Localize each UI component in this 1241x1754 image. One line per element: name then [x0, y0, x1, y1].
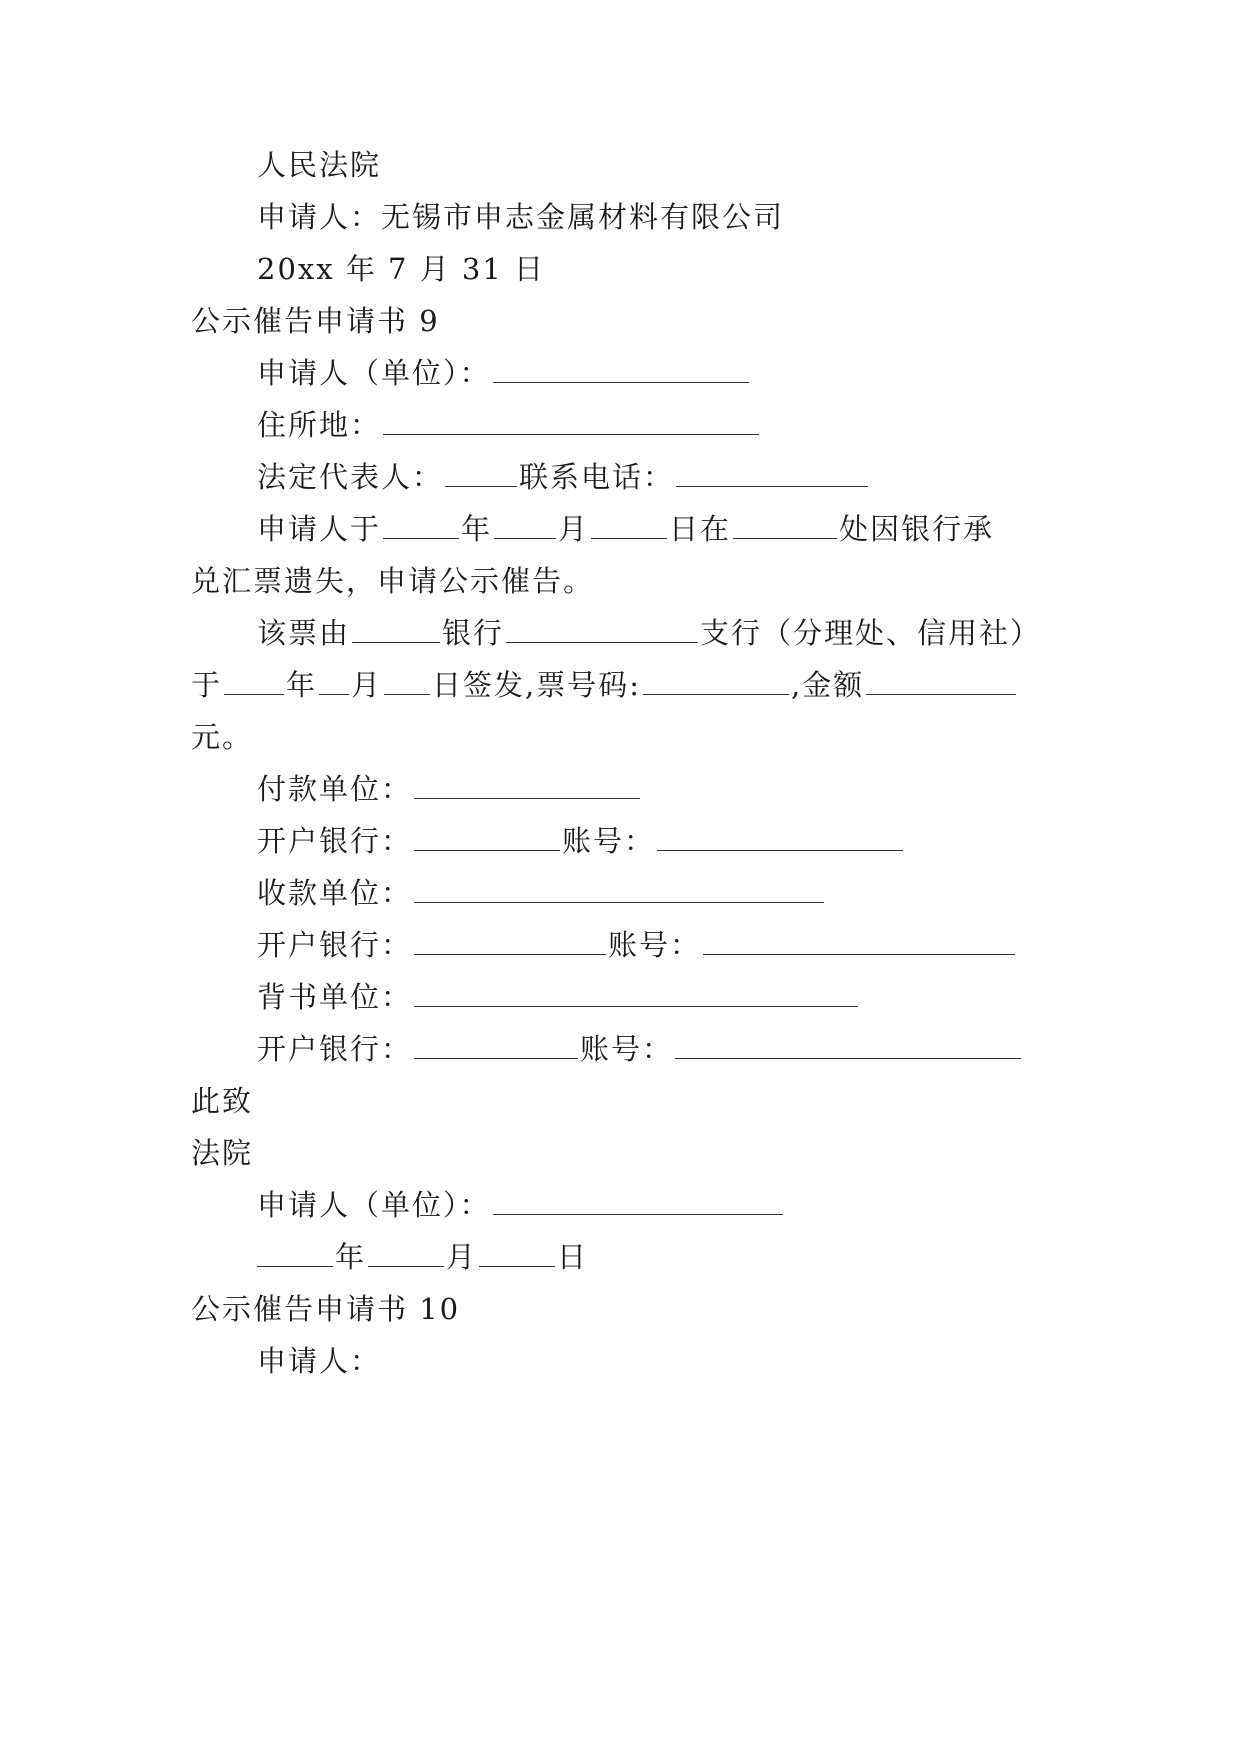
sign-date-line — [257, 1235, 588, 1279]
section-10-title-text: 公示催告申请书 10 — [191, 1292, 461, 1326]
legal-rep-line — [257, 455, 870, 499]
sign-month: 月 — [446, 1240, 478, 1274]
sign-day: 日 — [557, 1240, 589, 1274]
payer-account-label: 账号： — [562, 824, 656, 858]
endorser-bank-label: 开户银行： — [257, 1032, 413, 1066]
sign-applicant-line — [257, 1183, 785, 1227]
phone-blank — [676, 485, 868, 487]
paragraph-1-line-1 — [257, 507, 994, 551]
residence-line — [257, 403, 761, 447]
para2-yuan: 元。 — [191, 720, 254, 754]
para2-branch: 支行（分理处、信用社） — [700, 616, 1042, 650]
applicant-unit-line — [257, 351, 751, 395]
para1-year: 年 — [461, 512, 493, 546]
para2-year-blank — [224, 693, 284, 695]
para2-day-blank — [384, 693, 430, 695]
closing-2-text: 法院 — [191, 1136, 254, 1170]
para2-amount: ,金额 — [791, 668, 865, 702]
closing-line-1 — [191, 1079, 253, 1123]
para2-bank-blank — [352, 641, 440, 643]
applicant-unit-label: 申请人（单位）： — [257, 356, 491, 390]
endorser-label: 背书单位： — [257, 980, 413, 1014]
section-9-title-text: 公示催告申请书 9 — [191, 304, 440, 338]
para2-ticket-blank — [643, 693, 789, 695]
court-title — [257, 143, 381, 187]
paragraph-2-line-3 — [191, 715, 253, 759]
payer-blank — [414, 797, 640, 799]
endorser-bank-line — [257, 1027, 1023, 1071]
closing-1-text: 此致 — [191, 1084, 254, 1118]
date-line — [257, 247, 545, 291]
para1-year-blank — [383, 537, 459, 539]
phone-label: 联系电话： — [519, 460, 675, 494]
closing-line-2 — [191, 1131, 253, 1175]
sign-applicant-label: 申请人（单位）： — [257, 1188, 491, 1222]
paragraph-1-line-2 — [191, 559, 594, 603]
para1-day: 日在 — [669, 512, 732, 546]
section-10-title — [191, 1287, 460, 1331]
residence-label: 住所地： — [257, 408, 382, 442]
applicant-company-text: 申请人：无锡市申志金属材料有限公司 — [257, 200, 785, 234]
applicant-company-line — [257, 195, 784, 239]
para2-month: 月 — [351, 668, 383, 702]
payee-bank-blank — [414, 953, 606, 955]
para2-amount-blank — [866, 693, 1016, 695]
endorser-line — [257, 975, 860, 1019]
payee-account-blank — [703, 953, 1015, 955]
para1-month: 月 — [558, 512, 590, 546]
para1-continuation: 兑汇票遗失，申请公示催告。 — [191, 564, 595, 598]
para1-month-blank — [494, 537, 556, 539]
applicant-unit-blank — [493, 381, 749, 383]
para2-bank: 银行 — [442, 616, 505, 650]
residence-blank — [383, 433, 759, 435]
payee-line — [257, 871, 826, 915]
date-text: 20xx 年 7 月 31 日 — [257, 252, 546, 286]
legal-rep-blank — [445, 485, 517, 487]
sign-year: 年 — [335, 1240, 367, 1274]
payee-bank-label: 开户银行： — [257, 928, 413, 962]
legal-rep-label: 法定代表人： — [257, 460, 444, 494]
para2-day: 日签发,票号码: — [432, 668, 642, 702]
para2-branch-blank — [506, 641, 698, 643]
sign-day-blank — [479, 1265, 555, 1267]
payer-bank-line — [257, 819, 905, 863]
payer-bank-label: 开户银行： — [257, 824, 413, 858]
section-9-title — [191, 299, 440, 343]
endorser-account-blank — [675, 1057, 1021, 1059]
paragraph-2-line-2 — [191, 663, 1018, 707]
para1-text-b: 处因银行承 — [839, 512, 995, 546]
para2-yu: 于 — [191, 668, 223, 702]
payer-line — [257, 767, 642, 811]
endorser-bank-blank — [414, 1057, 578, 1059]
section-10-applicant-line — [257, 1339, 381, 1383]
sign-applicant-blank — [493, 1213, 783, 1215]
payee-account-label: 账号： — [608, 928, 702, 962]
payee-bank-line — [257, 923, 1017, 967]
section-10-applicant-label: 申请人： — [257, 1344, 382, 1378]
payer-label: 付款单位： — [257, 772, 413, 806]
para2-month-blank — [319, 693, 349, 695]
payee-label: 收款单位： — [257, 876, 413, 910]
para1-place-blank — [733, 537, 837, 539]
payee-blank — [414, 901, 824, 903]
sign-month-blank — [368, 1265, 444, 1267]
para2-text-a: 该票由 — [257, 616, 351, 650]
court-title-text: 人民法院 — [257, 148, 382, 182]
payer-account-blank — [657, 849, 903, 851]
paragraph-2-line-1 — [257, 611, 1041, 655]
payer-bank-blank — [414, 849, 560, 851]
para1-day-blank — [591, 537, 667, 539]
sign-year-blank — [257, 1265, 333, 1267]
para2-year: 年 — [286, 668, 318, 702]
endorser-account-label: 账号： — [580, 1032, 674, 1066]
para1-text-a: 申请人于 — [257, 512, 382, 546]
endorser-blank — [414, 1005, 858, 1007]
